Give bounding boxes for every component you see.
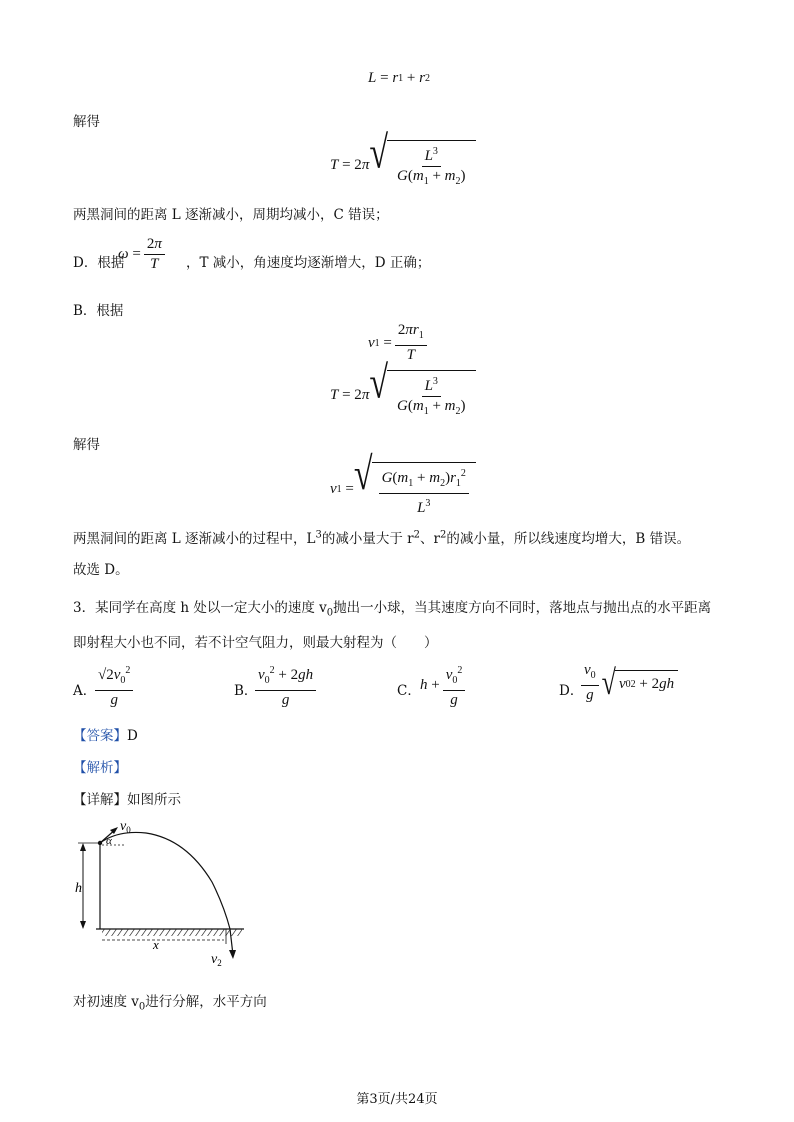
trajectory-curve	[100, 832, 230, 929]
option-c-label: C．	[397, 683, 421, 699]
projectile-figure	[66, 812, 266, 972]
option-d-label: D．	[559, 683, 584, 699]
text-line-c: 两黑洞间的距离 L 逐渐减小，周期均减小，C 错误；	[73, 207, 389, 223]
label-v2: $v_2$	[211, 952, 222, 968]
option-c-formula: h + $\frac{v_0^2}{g}$	[420, 662, 468, 709]
equation-v1-def: v 1 = $\frac{2\pi r_1}{T}$	[368, 322, 430, 364]
answer-line: 【答案】D	[73, 728, 138, 744]
label-h: h	[75, 881, 82, 896]
ground-hatch	[102, 929, 242, 936]
decompose-line: 对初速度 $v_0$进行分解，水平方向	[73, 994, 267, 1013]
text-line-d-suffix: ，T 减小，角速度均逐渐增大，D 正确；	[186, 255, 431, 271]
question-3-line-2: 即射程大小也不同，若不计空气阻力，则最大射程为（ ）	[73, 635, 438, 651]
option-a-label: A．	[73, 683, 97, 699]
text-jiede-2: 解得	[73, 437, 100, 453]
option-a-formula: $\frac{√2v_0^2}{g}$	[92, 662, 136, 709]
equation-omega: ω = $\frac{2\pi}{T}$	[118, 236, 168, 273]
text-line-b: B．根据	[73, 303, 124, 319]
analysis-tag: 【解析】	[73, 760, 127, 776]
text-line-d-prefix: D．根据	[73, 255, 125, 271]
label-v0: $v_0$	[120, 819, 131, 835]
text-line-b2: 两黑洞间的距离 L 逐渐减小的过程中，$L^3$的减小量大于 $r^2$、$r^2$的减小量，所以线速度均增大，B 错误。	[73, 529, 691, 547]
detail-line: 【详解】如图所示	[73, 792, 181, 808]
label-alpha: α	[106, 835, 112, 847]
option-b-label: B．	[234, 683, 258, 699]
option-d-formula: $\frac{v_0}{g}$ √ v 0 2 + 2 gh	[578, 662, 678, 704]
option-b-formula: $\frac{v_0^2 + 2gh}{g}$	[252, 662, 319, 709]
label-x: x	[153, 937, 159, 952]
equation-period-1: T = 2 π √ $\frac{L^3}{G(m_1 + m_2)}$	[330, 140, 476, 190]
question-3-line-1: 3．某同学在高度 h 处以一定大小的速度 $v_0$抛出一小球，当其速度方向不同时，落地点与抛出点的水平距离	[73, 600, 712, 619]
page-footer: 第3页/共24页	[356, 1092, 438, 1107]
answer-tag: 【答案】	[73, 728, 127, 744]
text-jiede-1: 解得	[73, 114, 100, 130]
text-choose: 故选 D。	[73, 562, 129, 578]
equation-l-sum: L = r 1 + r 2	[368, 70, 430, 86]
equation-v1-result: v 1 = √ $\frac{G(m_1 + m_2)r_1^2}{L^3}$	[330, 462, 476, 517]
equation-period-2: T = 2 π √ $\frac{L^3}{G(m_1 + m_2)}$	[330, 370, 476, 420]
